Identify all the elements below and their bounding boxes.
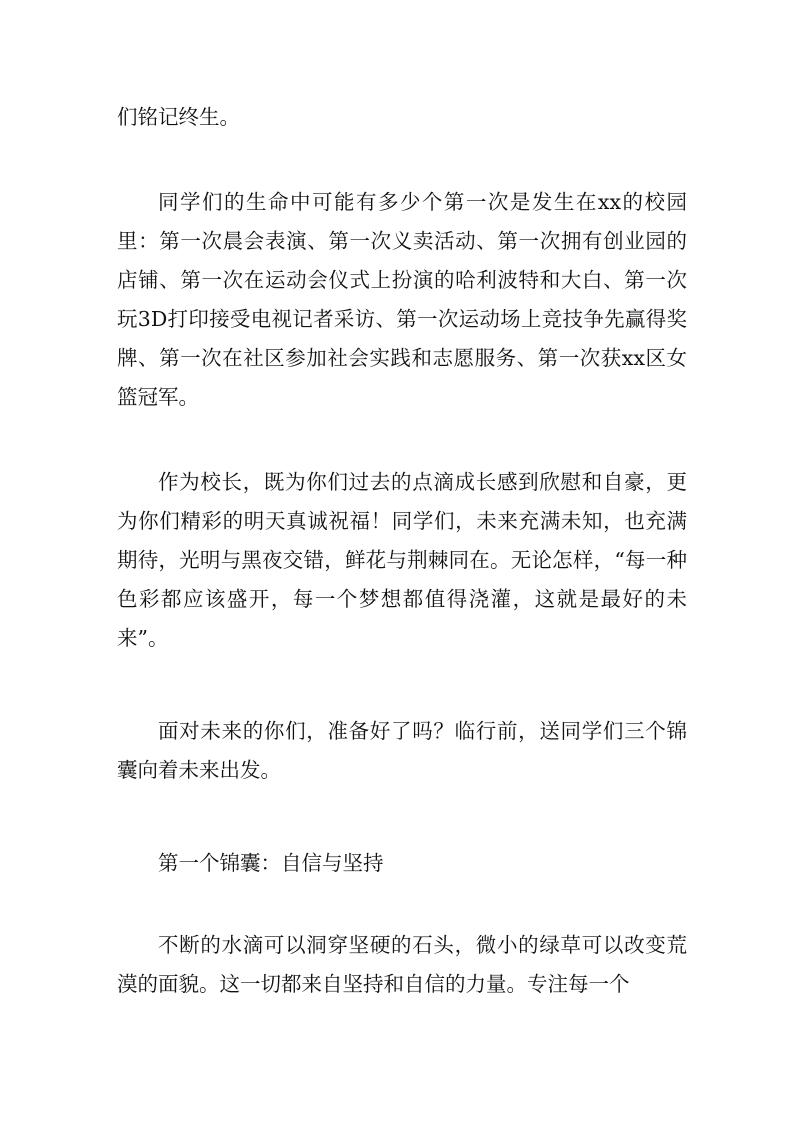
paragraph-persistence: 不断的水滴可以洞穿坚硬的石头，微小的绿草可以改变荒漠的面貌。这一切都来自坚持和自信的力量。专注每一个 xyxy=(117,933,687,996)
paragraph-principal-wishes: 作为校长，既为你们过去的点滴成长感到欣慰和自豪，更为你们精彩的明天真诚祝福！同学们，未来充满未知，也充满期待，光明与黑夜交错，鲜花与荆棘同在。无论怎样，“每一种色彩都应该盛开，每一个梦想都值得浇灌，这就是最好的未来”。 xyxy=(117,470,687,650)
paragraph-continuation: 们铭记终生。 xyxy=(117,105,240,129)
paragraph-firsts: 同学们的生命中可能有多少个第一次是发生在xx的校园里：第一次晨会表演、第一次义卖活动、第一次拥有创业园的店铺、第一次在运动会仪式上扮演的哈利波特和大白、第一次玩3D打印接受电视记者采访、第一次运动场上竞技争先赢得奖牌、第一次在社区参加社会实践和志愿服务、第一次获xx区女篮冠军。 xyxy=(117,190,687,409)
section-heading-first-tip: 第一个锦囊：自信与坚持 xyxy=(158,851,384,875)
paragraph-three-tips: 面对未来的你们，准备好了吗？临行前，送同学们三个锦囊向着未来出发。 xyxy=(117,719,687,782)
